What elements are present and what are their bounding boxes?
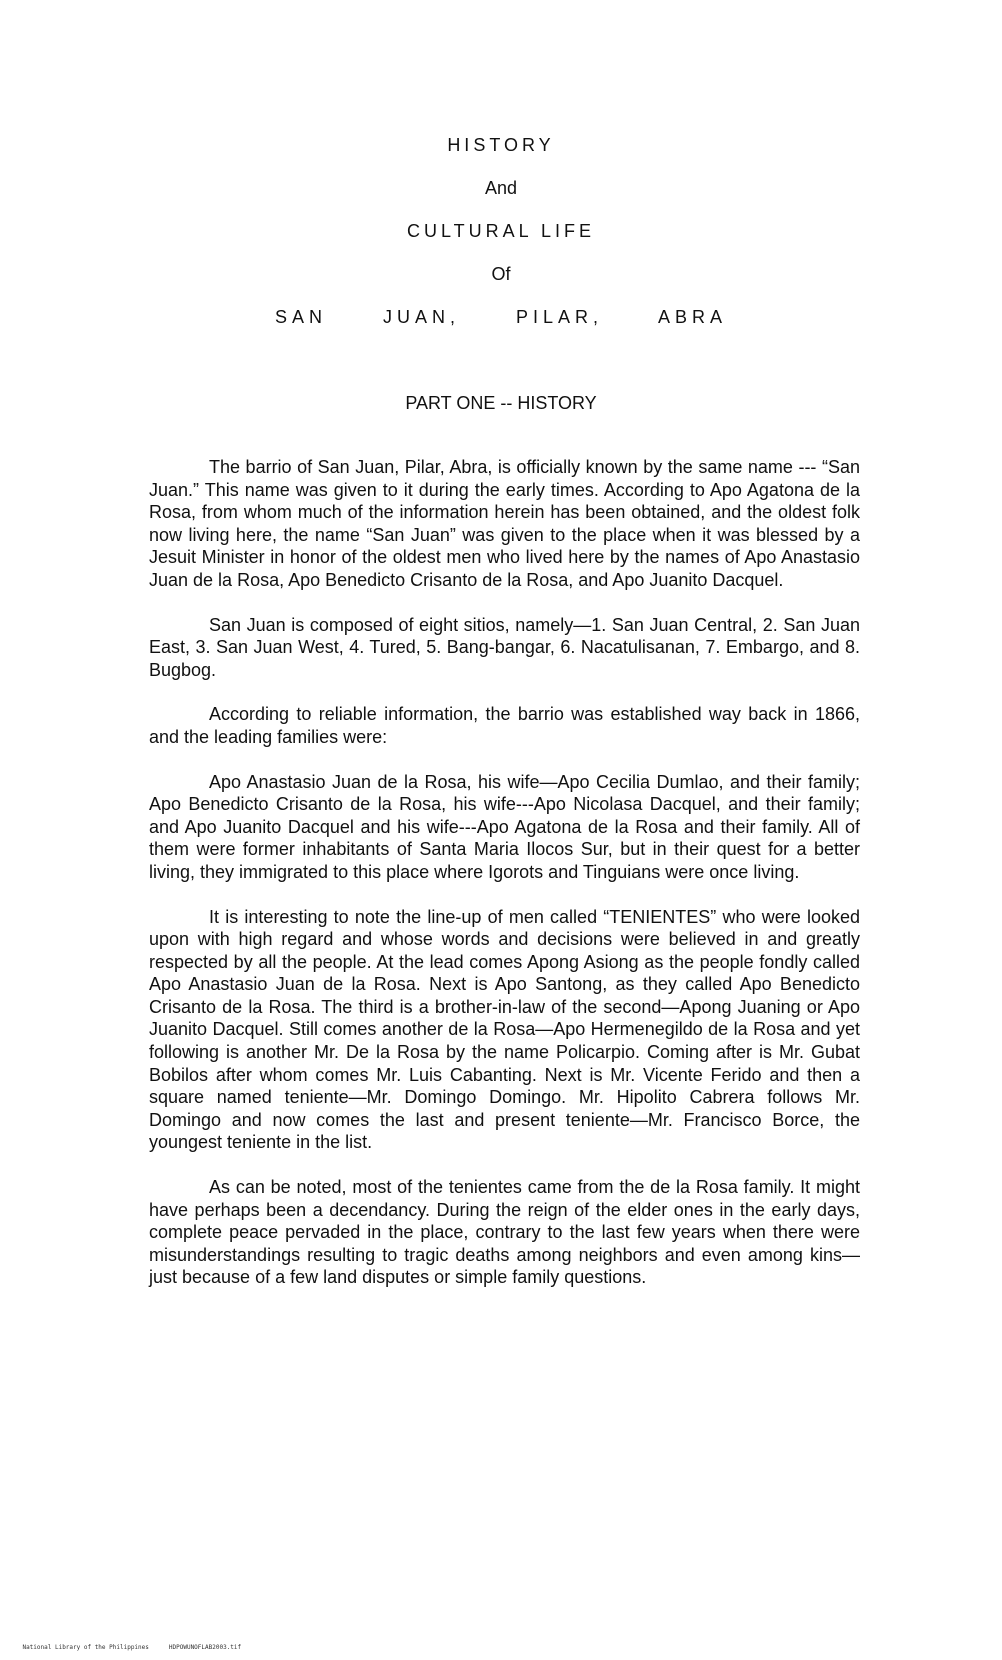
paragraph-tenientes: It is interesting to note the line-up of men called “TENIENTES” who were looked upon with high regard and whose words and decisions were believed in and greatly respected by all the people. At the lead comes Apong Asiong as the people fondly called Apo Anastasio Juan de la Rosa. Next is Apo Santong, as they called Apo Benedicto Crisanto de la Rosa. The third is a brother-in-law of the second—Apong Juaning or Apo Juanito Dacquel. Still comes another de la Rosa—Apo Hermenegildo de la Rosa and yet following is another Mr. De la Rosa by the name Policarpio. Coming after is Mr. Gubat Bobilos after whom comes Mr. Luis Cabanting. Next is Mr. Vicente Ferido and then a square named teniente—Mr. Domingo Domingo. Mr. Hipolito Cabrera follows Mr. Domingo and now comes the last and present teniente—Mr. Francisco Borce, the youngest teniente in the list. [149,906,860,1153]
title-cultural-life: CULTURAL LIFE [406,221,596,241]
footer-filename: HDPOWUNOFLAB2003.tif [168,1644,242,1651]
paragraph-leading-families: Apo Anastasio Juan de la Rosa, his wife—Apo Cecilia Dumlao, and their family; Apo Benedicto Crisanto de la Rosa, his wife---Apo Nicolasa Dacquel, and their family; and Apo Juanito Dacquel and his wife---Apo Agatona de la Rosa and their family. All of them were former inhabitants of Santa Maria Ilocos Sur, but in their quest for a better living, they immigrated to this place where Igorots and Tinguians were once living. [149,771,860,882]
scan-footer [8,1636,241,1660]
paragraph-sitios: San Juan is composed of eight sitios, namely—1. San Juan Central, 2. San Juan East, 3. San Juan West, 4. Tured, 5. Bang-bangar, 6. Nacatulisanan, 7. Embargo, and 8. Bugbog. [149,614,860,680]
paragraph-barrio-name: The barrio of San Juan, Pilar, Abra, is officially known by the same name --- “San Juan.” This name was given to it during the early times. According to Apo Agatona de la Rosa, from whom much of the information herein has been obtained, and the oldest folk now living here, the name “San Juan” was given to the place when it was blessed by a Jesuit Minister in honor of the oldest men who lived here by the names of Apo Anastasio Juan de la Rosa, Apo Benedicto Crisanto de la Rosa, and Apo Juanito Dacquel. [149,457,860,590]
title-place: SAN JUAN, PILAR, ABRA [274,307,728,327]
title-and: And [484,178,518,198]
paragraph-de-la-rosa-family: As can be noted, most of the tenientes came from the de la Rosa family. It might have perhaps been a decendancy. During the reign of the elder ones in the early days, complete peace pervaded in the place, contrary to the last few years when there were misunderstandings resulting to tragic deaths among neighbors and even among kins—just because of a few land disputes or simple family questions. [149,1177,860,1288]
paragraph-established: According to reliable information, the barrio was established way back in 1866, and the leading families were: [149,704,860,747]
title-of: Of [491,264,511,284]
title-history: HISTORY [447,135,555,155]
footer-library: National Library of the Philippines [22,1644,149,1651]
body-text [149,456,860,1289]
part-heading: PART ONE -- HISTORY [405,393,597,413]
